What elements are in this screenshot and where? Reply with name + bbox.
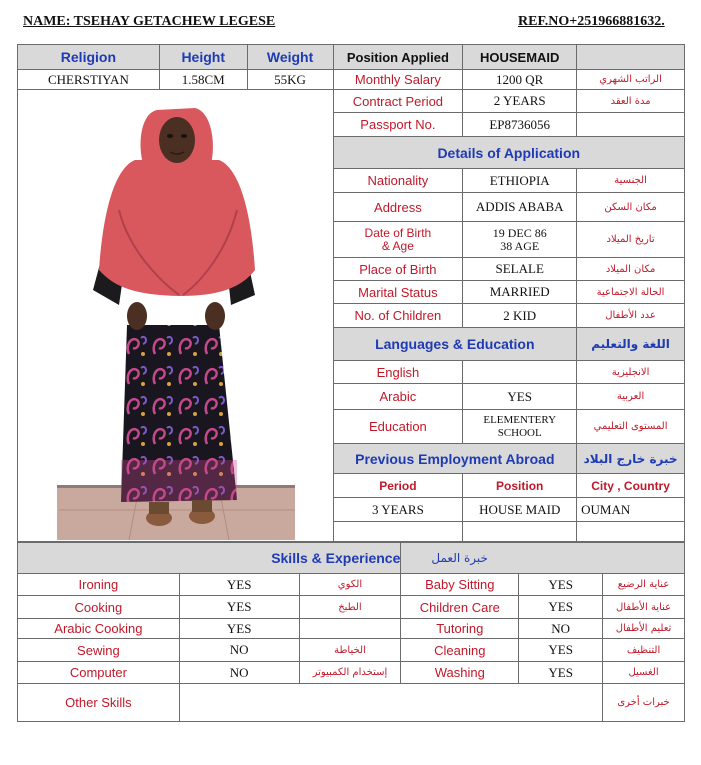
candidate-photo-illustration: [19, 90, 333, 540]
skill-sewing-arabic: الخياطة: [299, 639, 401, 662]
employ-city-value: OUMAN: [577, 498, 685, 522]
address-value: ADDIS ABABA: [463, 193, 577, 222]
address-label: Address: [333, 193, 463, 222]
birthplace-label: Place of Birth: [333, 258, 463, 281]
skill-washing-arabic: الغسيل: [603, 662, 685, 684]
skills-table: [17, 542, 685, 722]
other-skills-arabic: خبرات أخرى: [603, 684, 685, 722]
skill-sewing-value: NO: [179, 639, 299, 662]
blank-cell: [333, 522, 463, 542]
english-arabic: الانجليزية: [577, 361, 685, 384]
application-section-title: Details of Application: [333, 137, 685, 169]
skill-tutoring-arabic: تعليم الأطفال: [603, 619, 685, 639]
skill-computer-label: Computer: [18, 662, 180, 684]
skill-cleaning-arabic: التنظيف: [603, 639, 685, 662]
education-arabic: المستوى التعليمي: [577, 410, 685, 444]
salary-arabic: الراتب الشهري: [577, 70, 685, 90]
skill-cooking-label: Cooking: [18, 596, 180, 619]
skill-washing-label: Washing: [401, 662, 519, 684]
skill-cleaning-value: YES: [519, 639, 603, 662]
weight-header: Weight: [247, 45, 333, 70]
height-header: Height: [159, 45, 247, 70]
skill-computer-value: NO: [179, 662, 299, 684]
skill-arabic-cooking-label: Arabic Cooking: [18, 619, 180, 639]
skill-babysitting-label: Baby Sitting: [401, 574, 519, 596]
blank-cell: [577, 522, 685, 542]
skill-computer-arabic: إستخدام الكمبيوتر: [299, 662, 401, 684]
salary-label: Monthly Salary: [333, 70, 463, 90]
passport-label: Passport No.: [333, 113, 463, 137]
birthplace-arabic: مكان الميلاد: [577, 258, 685, 281]
english-value: [463, 361, 577, 384]
dob-value: 19 DEC 86 38 AGE: [463, 222, 577, 258]
arabic-label: Arabic: [333, 384, 463, 410]
contract-value: 2 YEARS: [463, 90, 577, 113]
skill-tutoring-label: Tutoring: [401, 619, 519, 639]
skill-childcare-value: YES: [519, 596, 603, 619]
skill-ironing-arabic: الكوي: [299, 574, 401, 596]
skill-arabic-cooking-arabic: [299, 619, 401, 639]
blank-cell: [577, 45, 685, 70]
skill-cooking-value: YES: [179, 596, 299, 619]
dob-label: Date of Birth & Age: [333, 222, 463, 258]
salary-value: 1200 QR: [463, 70, 577, 90]
skill-cooking-arabic: الطبخ: [299, 596, 401, 619]
nationality-value: ETHIOPIA: [463, 169, 577, 193]
children-value: 2 KID: [463, 304, 577, 328]
skill-ironing-value: YES: [179, 574, 299, 596]
blank-cell: [577, 113, 685, 137]
children-arabic: عدد الأطفال: [577, 304, 685, 328]
skill-washing-value: YES: [519, 662, 603, 684]
blank-cell: [463, 522, 577, 542]
contract-label: Contract Period: [333, 90, 463, 113]
marital-label: Marital Status: [333, 281, 463, 304]
position-applied-value: HOUSEMAID: [463, 45, 577, 70]
languages-section-arabic: اللغة والتعليم: [577, 328, 685, 361]
children-label: No. of Children: [333, 304, 463, 328]
skill-arabic-cooking-value: YES: [179, 619, 299, 639]
religion-value: CHERSTIYAN: [18, 70, 160, 90]
other-skills-label: Other Skills: [18, 684, 180, 722]
candidate-name: NAME: TSEHAY GETACHEW LEGESE: [23, 14, 276, 29]
languages-section-title: Languages & Education: [333, 328, 577, 361]
height-value: 1.58CM: [159, 70, 247, 90]
skill-cleaning-label: Cleaning: [401, 639, 519, 662]
skill-childcare-label: Children Care: [401, 596, 519, 619]
skill-tutoring-value: NO: [519, 619, 603, 639]
dob-arabic: تاريخ الميلاد: [577, 222, 685, 258]
employment-section-title: Previous Employment Abroad: [333, 444, 577, 474]
skill-ironing-label: Ironing: [18, 574, 180, 596]
skill-sewing-label: Sewing: [18, 639, 180, 662]
employ-position-header: Position: [463, 474, 577, 498]
english-label: English: [333, 361, 463, 384]
education-label: Education: [333, 410, 463, 444]
education-value: ELEMENTERY SCHOOL: [463, 410, 577, 444]
address-arabic: مكان السكن: [577, 193, 685, 222]
marital-value: MARRIED: [463, 281, 577, 304]
employ-position-value: HOUSE MAID: [463, 498, 577, 522]
arabic-value: YES: [463, 384, 577, 410]
passport-value: EP8736056: [463, 113, 577, 137]
weight-value: 55KG: [247, 70, 333, 90]
position-applied-label: Position Applied: [333, 45, 463, 70]
employment-section-arabic: خبرة خارج البلاد: [577, 444, 685, 474]
arabic-arabic: العربية: [577, 384, 685, 410]
skills-section-arabic: خبرة العمل: [401, 543, 685, 574]
skills-section-title: Skills & Experience: [18, 543, 401, 574]
religion-header: Religion: [18, 45, 160, 70]
candidate-photo: [19, 90, 333, 540]
reference-number: REF.NO+251966881632.: [518, 14, 665, 29]
contract-arabic: مدة العقد: [577, 90, 685, 113]
other-skills-value: [179, 684, 602, 722]
skill-babysitting-arabic: عناية الرضيع: [603, 574, 685, 596]
nationality-label: Nationality: [333, 169, 463, 193]
birthplace-value: SELALE: [463, 258, 577, 281]
nationality-arabic: الجنسية: [577, 169, 685, 193]
employ-period-value: 3 YEARS: [333, 498, 463, 522]
skill-childcare-arabic: عناية الأطفال: [603, 596, 685, 619]
skill-babysitting-value: YES: [519, 574, 603, 596]
marital-arabic: الحالة الاجتماعية: [577, 281, 685, 304]
city-country-header: City , Country: [577, 474, 685, 498]
period-header: Period: [333, 474, 463, 498]
